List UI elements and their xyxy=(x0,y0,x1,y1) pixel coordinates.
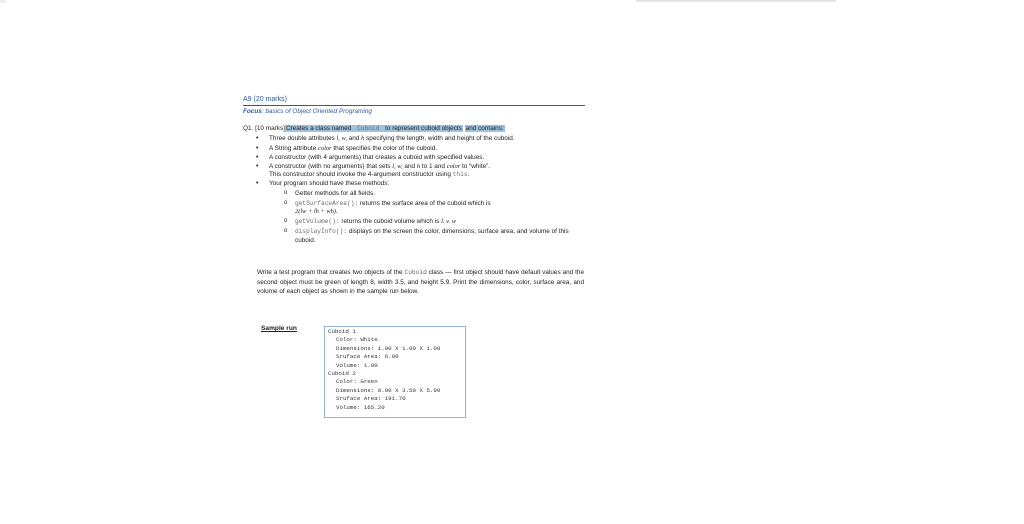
b1-text-c: specifying the length, width and height of the cuboid. xyxy=(366,135,515,143)
highlight-class: Cuboid xyxy=(357,125,380,133)
console-line: Dimensions: 1.00 X 1.00 X 1.00 xyxy=(336,344,441,352)
highlight-1: Creates a class named xyxy=(285,125,352,133)
s2-text: returns the surface area of the cuboid which is xyxy=(359,199,491,207)
focus-text: : basics of Object Oriented Programing xyxy=(261,108,372,115)
b1-h: h xyxy=(361,135,365,143)
para-text-1: Write a test program that creates two objects of the xyxy=(257,269,403,276)
question-heading xyxy=(243,125,585,133)
focus-line xyxy=(243,108,585,116)
b4-text-f: . xyxy=(467,171,470,179)
s4-code: displayInfo(): xyxy=(295,228,347,236)
b4-vars: l, w, xyxy=(392,163,403,171)
sample-run-label: Sample run xyxy=(261,325,297,332)
list-item xyxy=(243,154,585,162)
console-line: Cuboid 1 xyxy=(328,328,356,335)
list-item xyxy=(269,228,585,244)
list-item xyxy=(269,218,585,226)
b4-h: h xyxy=(416,163,421,171)
highlight-3: and contains: xyxy=(465,125,504,133)
b4-text-b: and xyxy=(404,163,416,171)
b1-vars: l, w, xyxy=(336,135,347,143)
b1-text-a: Three double attributes xyxy=(269,135,335,143)
console-line: Color: Green xyxy=(336,378,378,386)
s2-code: getSurfaceArea(): xyxy=(295,199,359,207)
question-number: Q1. xyxy=(243,125,254,133)
s2-formula: 2(lw + lh + wh). xyxy=(295,208,338,216)
b3-text: A constructor (with 4 arguments) that creates a cuboid with specified values. xyxy=(269,153,485,161)
methods-list xyxy=(269,190,585,245)
list-item xyxy=(243,180,585,244)
console-line: Volume: 1.00 xyxy=(336,361,378,369)
b4-text-a: A constructor (with no arguments) that sets xyxy=(269,163,391,171)
s3-text: returns the cuboid volume which is xyxy=(341,218,440,226)
b2-var: color xyxy=(318,144,332,152)
highlight-2: to represent cuboid objects xyxy=(385,125,462,133)
para-text-2: class — first object should have default values and the second object must be green of length 8, width 3.5, and height 5.9. Print the dimensions, color, surface area, and volume of each object as shown in the sample run below. xyxy=(257,269,584,296)
console-line: Volume: 165.20 xyxy=(336,403,385,411)
focus-label: Focus xyxy=(243,108,262,115)
assignment-document xyxy=(243,96,585,247)
assignment-title: A9 (20 marks) xyxy=(243,96,287,103)
b4-text-e: This constructor should invoke the 4-argument constructor using xyxy=(269,171,451,179)
header-rule xyxy=(243,105,585,106)
list-item xyxy=(269,200,585,216)
console-line: Color: White xyxy=(336,336,378,344)
para-class: Cuboid xyxy=(404,269,427,276)
b5-text: Your program should have these methods: xyxy=(269,180,390,188)
list-item xyxy=(243,145,585,153)
console-line: Sruface Area: 191.70 xyxy=(336,395,406,403)
test-program-paragraph xyxy=(257,268,584,297)
b4-var: color xyxy=(446,163,461,171)
b2-text-a: A String attribute xyxy=(269,144,317,152)
b4-this: this xyxy=(452,171,468,179)
requirements-list xyxy=(243,135,585,244)
b1-text-b: and xyxy=(348,135,360,143)
top-divider xyxy=(636,0,836,2)
s3-formula: l. v. w xyxy=(441,218,456,226)
s1-text: Getter methods for all fields. xyxy=(295,189,375,197)
list-item xyxy=(243,163,585,179)
b4-text-c: to 1 and xyxy=(421,163,445,171)
console-line: Cuboid 2 xyxy=(328,370,356,378)
b4-text-d: to “white”. xyxy=(462,163,491,171)
console-line: Sruface Area: 6.00 xyxy=(336,353,399,361)
s4-text: displays on the screen the color, dimensions, surface area, and volume of this cuboid. xyxy=(295,228,569,244)
s3-code: getVolume(): xyxy=(295,218,340,226)
corner-mark xyxy=(0,0,6,3)
sample-output-box xyxy=(324,326,466,418)
list-item xyxy=(243,135,585,143)
question-marks: [10 marks] xyxy=(255,125,285,133)
list-item xyxy=(269,190,585,198)
console-line: Dimensions: 8.00 X 3.50 X 5.90 xyxy=(336,386,441,394)
b2-text-b: that specifies the color of the cuboid. xyxy=(333,144,438,152)
